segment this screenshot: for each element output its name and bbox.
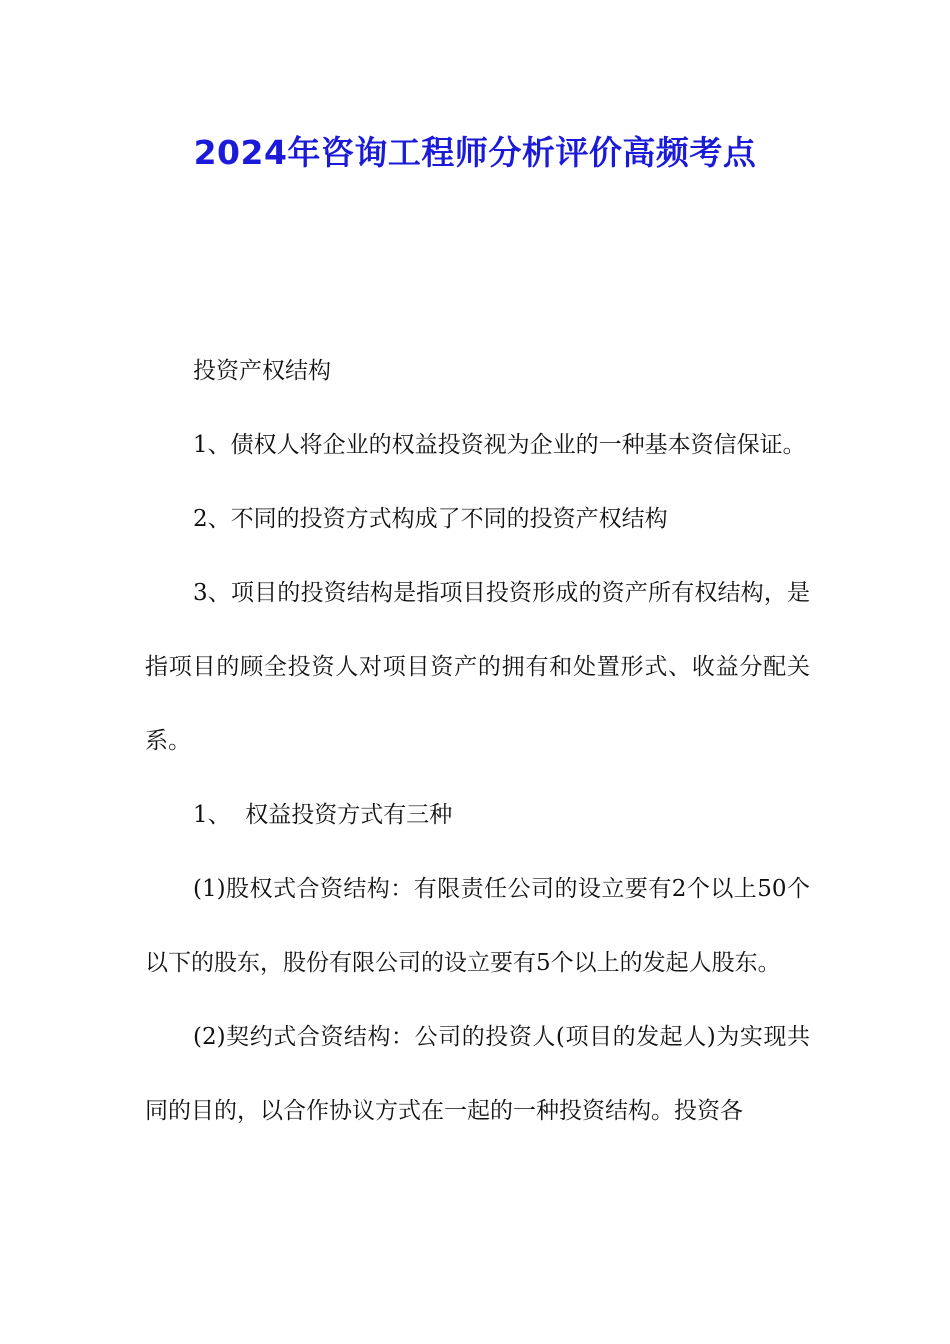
section-heading: 投资产权结构: [193, 358, 331, 384]
document-body: [145, 334, 810, 1148]
paragraph-contract-structure: (2)契约式合资结构：公司的投资人(项目的发起人)为实现共同的目的，以合作协议方式在一起的一种投资结构。投资各: [145, 1024, 810, 1124]
subsection-heading: 1、 权益投资方式有三种: [193, 802, 453, 828]
paragraph-equity-structure: (1)股权式合资结构：有限责任公司的设立要有2个以上50个以下的股东，股份有限公司的设立要有5个以上的发起人股东。: [145, 876, 810, 976]
paragraph-2: 2、不同的投资方式构成了不同的投资产权结构: [193, 506, 668, 532]
paragraph-3: 3、项目的投资结构是指项目投资形成的资产所有权结构，是指项目的顾全投资人对项目资产的拥有和处置形式、收益分配关系。: [145, 580, 810, 754]
document-title: 2024年咨询工程师分析评价高频考点: [193, 133, 757, 172]
paragraph-1: 1、债权人将企业的权益投资视为企业的一种基本资信保证。: [193, 432, 806, 458]
